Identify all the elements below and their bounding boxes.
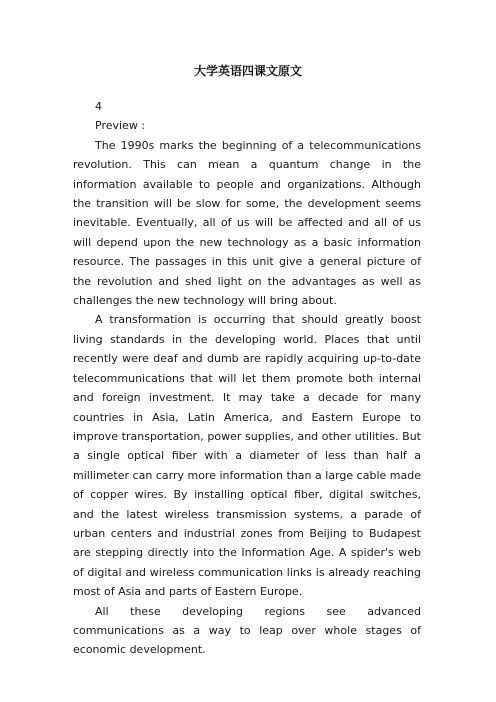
paragraph-intro: The 1990s marks the beginning of a telecommunications revolution. This can mean a quantum change in the information available to people and organizations. Although the transition will be slow for some, the development seems inevitable. Eventually, all of us will be affected and all of us will depend upon the new technology as a basic information resource. The passages in this unit give a general picture of the revolution and shed light on the advantages as well as challenges the new technology will bring about. xyxy=(73,138,421,308)
document-title: 大学英语四课文原文 xyxy=(193,64,302,78)
document-body xyxy=(73,97,421,660)
paragraph-transformation: A transformation is occurring that should greatly boost living standards in the developing world. Places that until recently were deaf and dumb are rapidly acquiring up-to-date telecommunications that will let them promote both internal and foreign investment. It may take a decade for many countries in Asia, Latin America, and Eastern Europe to improve transportation, power supplies, and other utilities. But a single optical fiber with a diameter of less than half a millimeter can carry more information than a large cable made of copper wires. By installing optical fiber, digital switches, and the latest wireless transmission systems, a parade of urban centers and industrial zones from Beijing to Budapest are stepping directly into the Information Age. A spider's web of digital and wireless communication links is already reaching most of Asia and parts of Eastern Europe. xyxy=(73,313,421,599)
preview-label: Preview : xyxy=(95,119,146,133)
paragraph-developing-regions: All these developing regions see advanced communications as a way to leap over whole stages of economic development. xyxy=(73,604,421,657)
unit-number: 4 xyxy=(95,100,102,113)
